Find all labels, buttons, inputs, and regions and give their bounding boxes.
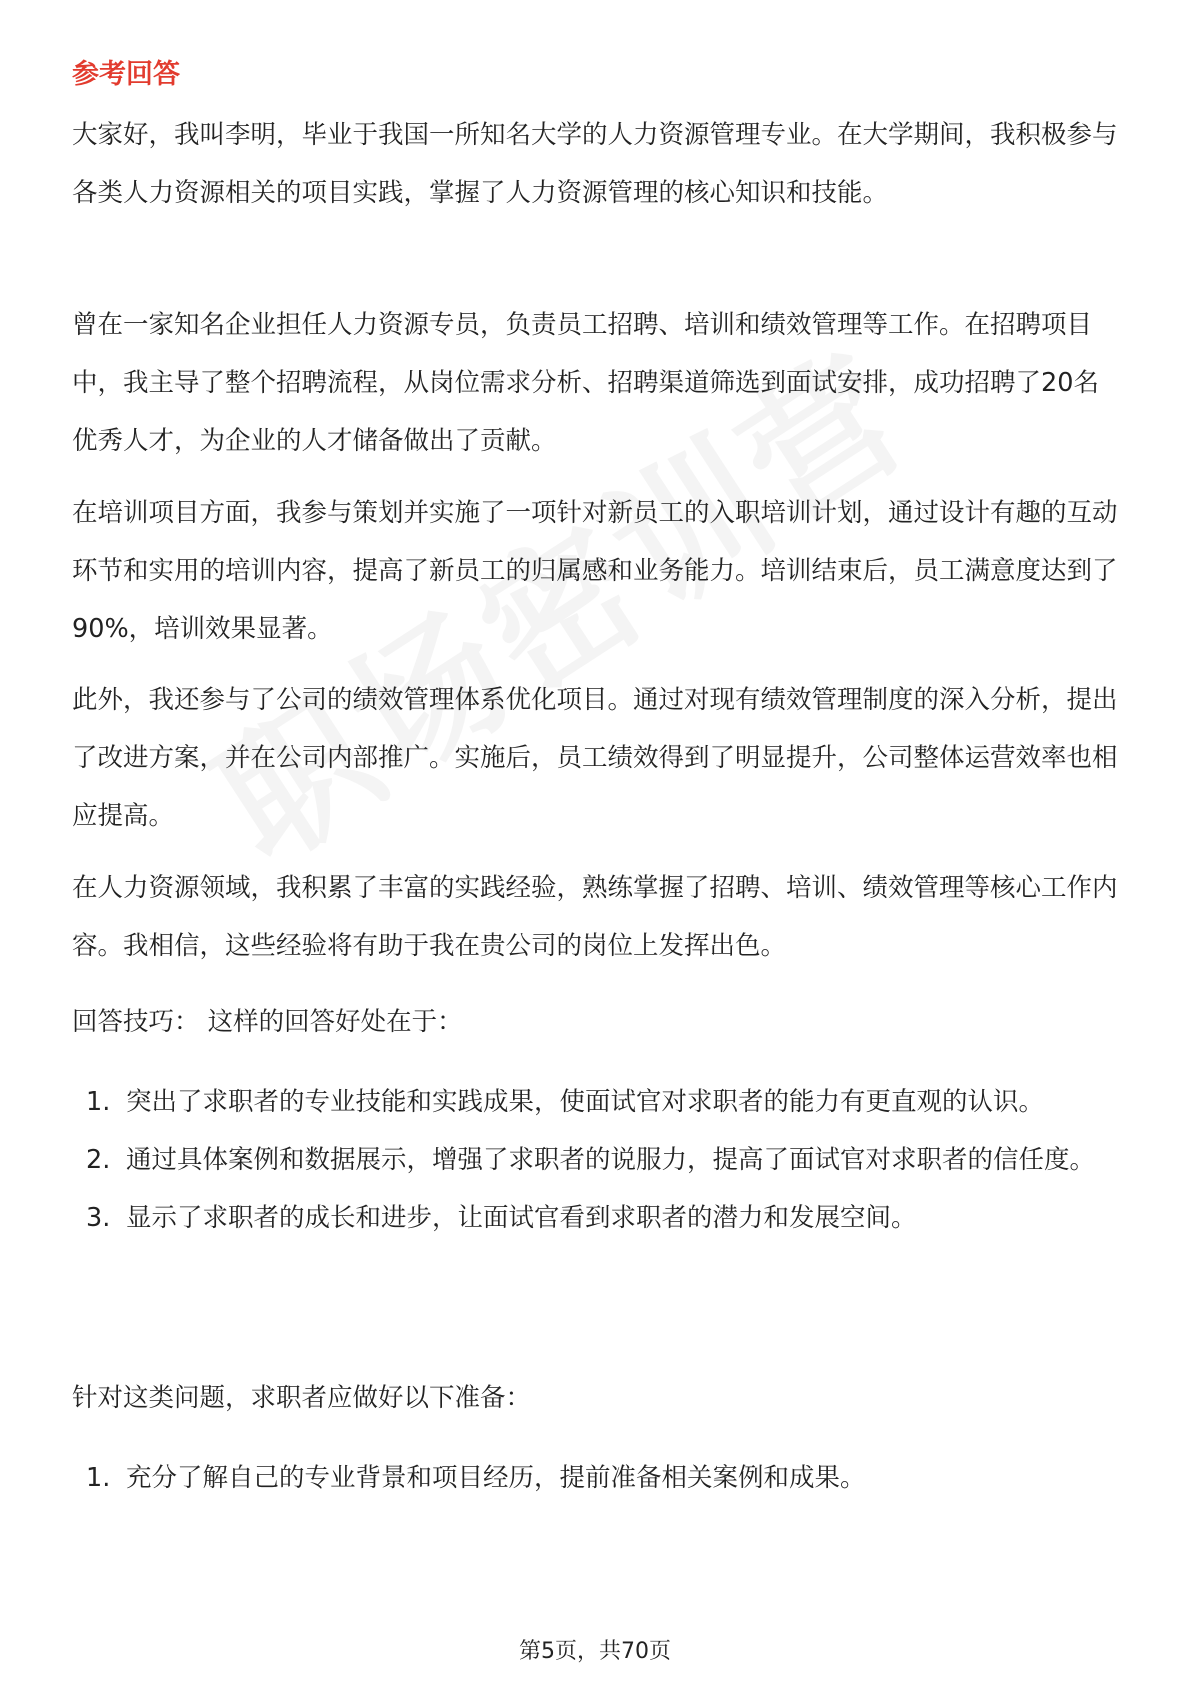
list-text: 充分了解自己的专业背景和项目经历，提前准备相关案例和成果。 xyxy=(126,1463,866,1493)
list-number: 1. xyxy=(86,1463,111,1493)
list-item xyxy=(72,1131,1118,1189)
paragraph-performance: 此外，我还参与了公司的绩效管理体系优化项目。通过对现有绩效管理制度的深入分析，提出了改进方案，并在公司内部推广。实施后，员工绩效得到了明显提升，公司整体运营效率也相应提高。 xyxy=(72,685,1118,831)
section-heading: 参考回答 xyxy=(72,59,180,90)
list-text: 通过具体案例和数据展示，增强了求职者的说服力，提高了面试官对求职者的信任度。 xyxy=(126,1145,1096,1175)
page-number-footer: 第5页，共70页 xyxy=(519,1639,671,1664)
list-text: 显示了求职者的成长和进步，让面试官看到求职者的潜力和发展空间。 xyxy=(126,1203,917,1233)
prep-list xyxy=(72,1449,1118,1507)
paragraph-intro: 大家好，我叫李明，毕业于我国一所知名大学的人力资源管理专业。在大学期间，我积极参与各类人力资源相关的项目实践，掌握了人力资源管理的核心知识和技能。 xyxy=(72,120,1118,208)
list-number: 1. xyxy=(86,1087,111,1117)
list-number: 3. xyxy=(86,1203,111,1233)
list-text: 突出了求职者的专业技能和实践成果，使面试官对求职者的能力有更直观的认识。 xyxy=(126,1087,1045,1117)
list-item xyxy=(72,1189,1118,1247)
list-item xyxy=(72,1449,1118,1507)
prep-intro: 针对这类问题，求职者应做好以下准备： xyxy=(72,1383,532,1413)
paragraph-training: 在培训项目方面，我参与策划并实施了一项针对新员工的入职培训计划，通过设计有趣的互动环节和实用的培训内容，提高了新员工的归属感和业务能力。培训结束后，员工满意度达到了90%，培训效果显著。 xyxy=(72,498,1118,644)
list-item xyxy=(72,1073,1118,1131)
paragraph-recruiting: 曾在一家知名企业担任人力资源专员，负责员工招聘、培训和绩效管理等工作。在招聘项目中，我主导了整个招聘流程，从岗位需求分析、招聘渠道筛选到面试安排，成功招聘了20名优秀人才，为企业的人才储备做出了贡献。 xyxy=(72,310,1099,456)
paragraph-summary: 在人力资源领域，我积累了丰富的实践经验，熟练掌握了招聘、培训、绩效管理等核心工作内容。我相信，这些经验将有助于我在贵公司的岗位上发挥出色。 xyxy=(72,873,1118,961)
list-number: 2. xyxy=(86,1145,111,1175)
tips-intro: 回答技巧： 这样的回答好处在于： xyxy=(72,1007,463,1037)
tips-list xyxy=(72,1073,1118,1247)
